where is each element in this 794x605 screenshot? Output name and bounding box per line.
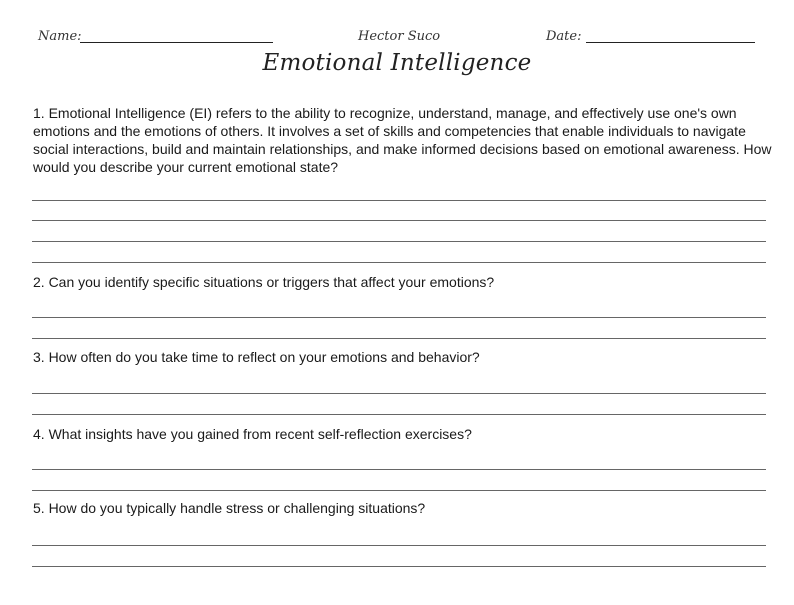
date-field[interactable] <box>586 42 755 43</box>
question-4: 4. What insights have you gained from recent self-reflection exercises? <box>33 426 472 442</box>
worksheet-title: Emotional Intelligence <box>262 50 532 76</box>
answer-line-5b[interactable] <box>32 566 766 567</box>
worksheet-header <box>0 0 794 50</box>
answer-line-3b[interactable] <box>32 414 766 415</box>
answer-line-1c[interactable] <box>32 241 766 242</box>
date-label: Date: <box>546 29 582 44</box>
answer-line-2b[interactable] <box>32 338 766 339</box>
answer-line-4b[interactable] <box>32 490 766 491</box>
name-label: Name: <box>38 29 82 44</box>
answer-line-1d[interactable] <box>32 262 766 263</box>
question-2: 2. Can you identify specific situations or triggers that affect your emotions? <box>33 274 495 290</box>
answer-line-4a[interactable] <box>32 469 766 470</box>
answer-line-1a[interactable] <box>32 200 766 201</box>
teacher-name: Hector Suco <box>358 29 441 44</box>
question-1: 1. Emotional Intelligence (EI) refers to the ability to recognize, understand, manage, and effectively use one's own emotions and the emotions of others. It involves a set of skills and competencies that enable individuals to navigate social interactions, build and maintain relationships, and make informed decisions based on emotional awareness. How would you describe your current emotional state? <box>33 105 772 175</box>
answer-line-5a[interactable] <box>32 545 766 546</box>
question-3: 3. How often do you take time to reflect on your emotions and behavior? <box>33 349 480 365</box>
answer-line-1b[interactable] <box>32 220 766 221</box>
name-field[interactable] <box>80 42 273 43</box>
question-5: 5. How do you typically handle stress or challenging situations? <box>33 500 426 516</box>
answer-line-2a[interactable] <box>32 317 766 318</box>
answer-line-3a[interactable] <box>32 393 766 394</box>
